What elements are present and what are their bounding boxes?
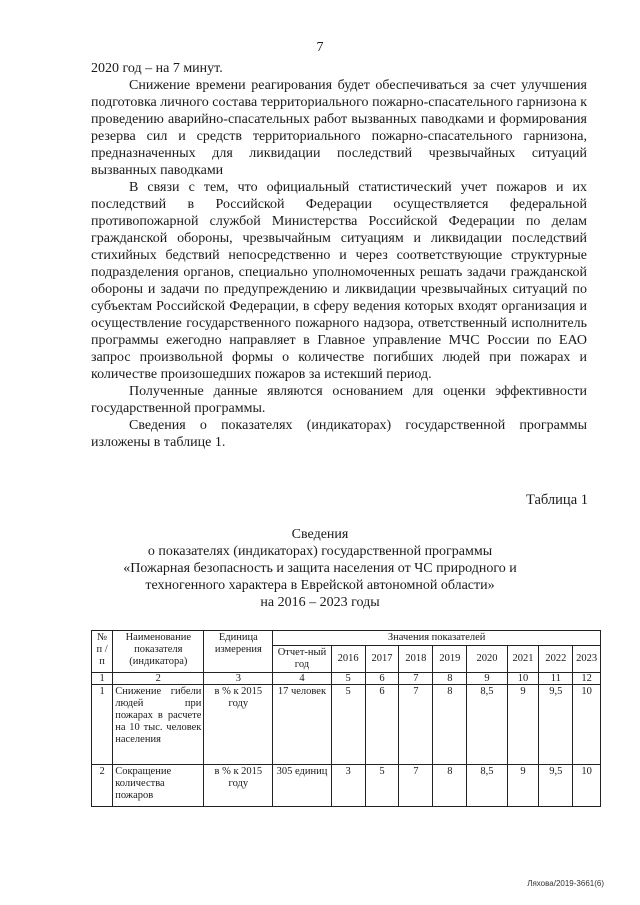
- column-number: 2: [113, 673, 204, 685]
- header-year: 2023: [573, 646, 601, 673]
- column-number: 6: [365, 673, 399, 685]
- heading-line: Сведения: [291, 527, 349, 542]
- header-year: 2018: [399, 646, 433, 673]
- row-value: 9: [507, 685, 539, 765]
- row-value: 8: [433, 765, 467, 807]
- column-number: 11: [539, 673, 573, 685]
- indicators-table: [91, 630, 601, 807]
- row-num: 1: [92, 685, 113, 765]
- row-value: 7: [399, 765, 433, 807]
- paragraph: 2020 год – на 7 минут.: [91, 61, 223, 76]
- row-name: Сокращение количества пожаров: [113, 765, 204, 807]
- row-value: 9,5: [539, 765, 573, 807]
- table-label: Таблица 1: [525, 492, 588, 508]
- column-number: 5: [331, 673, 365, 685]
- row-report: 17 человек: [273, 685, 331, 765]
- footer-code: Ляхова/2019-3661(6): [527, 879, 604, 888]
- header-year: 2016: [331, 646, 365, 673]
- heading-line: на 2016 – 2023 годы: [260, 595, 380, 610]
- row-value: 6: [365, 685, 399, 765]
- paragraph: Сведения о показателях (индикаторах) государственной программы изложены в таблице 1.: [91, 418, 587, 450]
- header-year: 2021: [507, 646, 539, 673]
- column-number: 7: [399, 673, 433, 685]
- table-heading: [0, 526, 640, 611]
- table-row: [92, 685, 601, 765]
- row-value: 8,5: [467, 765, 507, 807]
- row-value: 5: [331, 685, 365, 765]
- header-unit: Единица измерения: [204, 631, 273, 673]
- row-value: 5: [365, 765, 399, 807]
- row-value: 9: [507, 765, 539, 807]
- row-num: 2: [92, 765, 113, 807]
- header-report-year: Отчет-ный год: [273, 646, 331, 673]
- column-numbers-row: [92, 673, 601, 685]
- heading-line: техногенного характера в Еврейской автономной области»: [145, 578, 495, 593]
- column-number: 12: [573, 673, 601, 685]
- row-unit: в % к 2015 году: [204, 765, 273, 807]
- row-value: 10: [573, 685, 601, 765]
- page-number: 7: [316, 40, 324, 55]
- paragraph: В связи с тем, что официальный статистический учет пожаров и их последствий в Российской Федерации осуществляется федеральной противопожарной службой Министерства Российской Федерации по делам гражданской обороны, чрезвычайным ситуациям и ликвидации последствий стихийных бедствий непосредственно и через соответствующие структурные подразделения органов, специально уполномоченных решать задачи гражданской обороны и задачи по предупреждению и ликвидации чрезвычайных ситуаций по субъектам Российской Федерации, в сферу ведения которых входят организация и осуществление государственного пожарного надзора, ответственный исполнитель программы ежегодно направляет в Главное управление МЧС России по ЕАО запрос произвольной формы о количестве погибших людей при пожарах и количестве произошедших пожаров за истекший период.: [91, 180, 587, 382]
- column-number: 4: [273, 673, 331, 685]
- row-value: 3: [331, 765, 365, 807]
- row-value: 8,5: [467, 685, 507, 765]
- header-row: [92, 631, 601, 646]
- header-year: 2017: [365, 646, 399, 673]
- heading-line: «Пожарная безопасность и защита населения от ЧС природного и: [123, 561, 517, 576]
- column-number: 10: [507, 673, 539, 685]
- row-report: 305 единиц: [273, 765, 331, 807]
- row-name: Снижение гибели людей при пожарах в расчете на 10 тыс. человек населения: [113, 685, 204, 765]
- row-value: 9,5: [539, 685, 573, 765]
- row-value: 10: [573, 765, 601, 807]
- column-number: 1: [92, 673, 113, 685]
- paragraph: Снижение времени реагирования будет обеспечиваться за счет улучшения подготовка личного состава территориального пожарно-спасательного гарнизона к проведению аварийно-спасательных работ вызванных паводками и формирования резерва сил и средств территориального пожарно-спасательного гарнизона, предназначенных для ликвидации последствий чрезвычайных ситуаций вызванных паводками: [91, 78, 587, 178]
- header-num: № п /п: [92, 631, 113, 673]
- column-number: 8: [433, 673, 467, 685]
- paragraph: Полученные данные являются основанием для оценки эффективности государственной программы.: [91, 384, 587, 416]
- heading-line: о показателях (индикаторах) государственной программы: [147, 544, 493, 559]
- column-number: 3: [204, 673, 273, 685]
- header-values-group: Значения показателей: [273, 631, 601, 646]
- column-number: 9: [467, 673, 507, 685]
- header-name: Наименование показателя (индикатора): [113, 631, 204, 673]
- header-year: 2022: [539, 646, 573, 673]
- header-year: 2020: [467, 646, 507, 673]
- table-row: [92, 765, 601, 807]
- header-year: 2019: [433, 646, 467, 673]
- row-value: 7: [399, 685, 433, 765]
- body-text: [91, 60, 587, 451]
- row-value: 8: [433, 685, 467, 765]
- row-unit: в % к 2015 году: [204, 685, 273, 765]
